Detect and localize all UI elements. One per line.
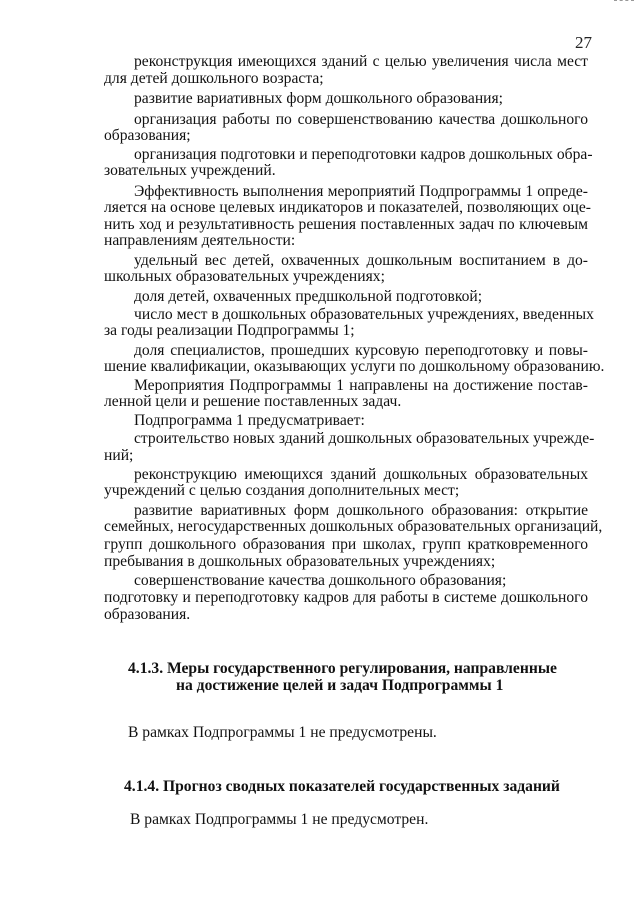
text-line: учреждений с целью создания дополнительных мест;: [104, 482, 460, 499]
text-line: семейных, негосударственных дошкольных образовательных организаций,: [104, 518, 603, 535]
text-line: развитие вариативных форм дошкольного образования: открытие: [134, 502, 588, 519]
text-line: школьных образовательных учреждениях;: [104, 268, 385, 285]
text-line: реконструкция имеющихся зданий с целью увеличения числа мест: [134, 53, 588, 70]
text-line: Мероприятия Подпрограммы 1 направлены на достижение постав-: [134, 377, 588, 394]
page-number: 27: [575, 33, 592, 52]
text-line: подготовку и переподготовку кадров для работы в системе дошкольного: [104, 589, 588, 606]
text-line: реконструкцию имеющихся зданий дошкольных образовательных: [134, 466, 588, 483]
text-line: удельный вес детей, охваченных дошкольным воспитанием в до-: [134, 252, 588, 269]
text-line: направлениям деятельности:: [104, 232, 296, 249]
text-line: Эффективность выполнения мероприятий Подпрограммы 1 опреде-: [134, 183, 588, 200]
text-line: доля детей, охваченных предшкольной подготовкой;: [134, 288, 483, 305]
text-line: пребывания в дошкольных образовательных учреждениях;: [104, 553, 496, 570]
text-line: число мест в дошкольных образовательных учреждениях, введенных: [134, 306, 594, 323]
text-line: доля специалистов, прошедших курсовую переподготовку и повы-: [134, 342, 588, 359]
text-line: организация подготовки и переподготовки кадров дошкольных обра-: [134, 146, 593, 163]
text-line: за годы реализации Подпрограммы 1;: [104, 322, 355, 339]
text-line: зовательных учреждений.: [104, 162, 276, 179]
text-line: ний;: [104, 447, 134, 464]
text-line: организация работы по совершенствованию качества дошкольного: [134, 111, 588, 128]
text-line: развитие вариативных форм дошкольного образования;: [134, 90, 504, 107]
text-line: групп дошкольного образования при школах, групп кратковременного: [104, 536, 588, 553]
text-line: образования;: [104, 127, 191, 144]
text-line: образования.: [104, 606, 191, 623]
section-heading-4-1-4: 4.1.4. Прогноз сводных показателей государственных заданий: [124, 778, 560, 795]
text-line: совершенствование качества дошкольного образования;: [134, 572, 507, 589]
text-line: шение квалификации, оказывающих услуги по дошкольному образованию.: [104, 358, 605, 375]
text-line: строительство новых зданий дошкольных образовательных учрежде-: [134, 430, 595, 447]
section-heading-4-1-3-cont: на достижение целей и задач Подпрограммы 1: [176, 677, 504, 694]
scan-mark: [614, 0, 634, 4]
text-line: ляется на основе целевых индикаторов и показателей, позволяющих оце-: [104, 199, 591, 216]
text-line: ленной цели и решение поставленных задач.: [104, 393, 402, 410]
section-body-4-1-4: В рамках Подпрограммы 1 не предусмотрен.: [130, 811, 429, 828]
section-heading-4-1-3: 4.1.3. Меры государственного регулирования, направленные: [128, 660, 557, 677]
section-body-4-1-3: В рамках Подпрограммы 1 не предусмотрены.: [128, 724, 437, 741]
text-line: нить ход и результативность решения поставленных задач по ключевым: [104, 216, 588, 233]
text-line: для детей дошкольного возраста;: [104, 70, 324, 87]
text-line: Подпрограмма 1 предусматривает:: [134, 412, 365, 429]
